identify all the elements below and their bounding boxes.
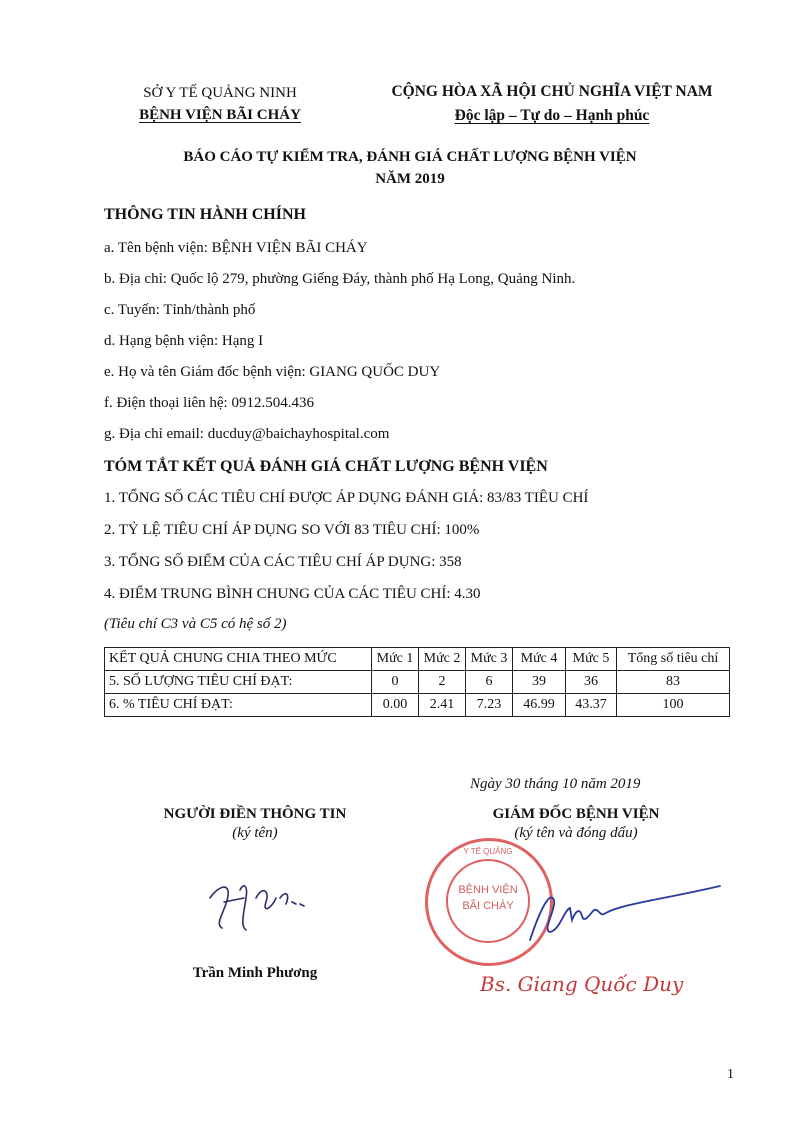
- table-cell: 43.37: [566, 694, 617, 717]
- admin-item-email: g. Địa chỉ email: ducduy@baichayhospital.com: [104, 426, 390, 442]
- table-cell: 36: [566, 671, 617, 694]
- admin-item-rank: d. Hạng bệnh viện: Hạng I: [104, 333, 264, 349]
- page-number: 1: [727, 1067, 734, 1082]
- admin-item-director: e. Họ và tên Giám đốc bệnh viện: GIANG QUỐC DUY: [104, 364, 441, 380]
- summary-heading: TÓM TẮT KẾT QUẢ ĐÁNH GIÁ CHẤT LƯỢNG BỆNH VIỆN: [104, 458, 548, 475]
- preparer-title: NGƯỜI ĐIỀN THÔNG TIN: [163, 806, 347, 822]
- table-cell: 7.23: [466, 694, 513, 717]
- table-header-row: [105, 648, 730, 671]
- seal-line-2: BÃI CHÁY: [462, 900, 514, 912]
- summary-item-total-score: 3. TỔNG SỐ ĐIỂM CỦA CÁC TIÊU CHÍ ÁP DỤNG: 358: [104, 554, 462, 570]
- agency-parent: SỞ Y TẾ QUẢNG NINH: [143, 85, 297, 101]
- director-signature-icon: [520, 880, 760, 950]
- table-row: [105, 694, 730, 717]
- director-name: Bs. Giang Quốc Duy: [480, 972, 684, 996]
- signing-date: Ngày 30 tháng 10 năm 2019: [470, 776, 641, 792]
- summary-item-total-criteria: 1. TỔNG SỐ CÁC TIÊU CHÍ ĐƯỢC ÁP DỤNG ĐÁNH GIÁ: 83/83 TIÊU CHÍ: [104, 490, 589, 506]
- table-cell: 6: [466, 671, 513, 694]
- admin-item-name: a. Tên bệnh viện: BỆNH VIỆN BÃI CHÁY: [104, 240, 368, 256]
- seal-arc-text: Y TẾ QUẢNG: [463, 847, 513, 856]
- summary-note: (Tiêu chí C3 và C5 có hệ số 2): [104, 616, 287, 632]
- summary-item-ratio: 2. TỶ LỆ TIÊU CHÍ ÁP DỤNG SO VỚI 83 TIÊU CHÍ: 100%: [104, 522, 480, 538]
- director-note: (ký tên và đóng dấu): [514, 825, 638, 841]
- issuing-agency-block: [100, 82, 340, 126]
- table-header-cell: Tổng số tiêu chí: [617, 648, 730, 671]
- table-header-cell: Mức 3: [466, 648, 513, 671]
- table-cell: 2: [419, 671, 466, 694]
- table-cell: 83: [617, 671, 730, 694]
- summary-item-average: 4. ĐIỂM TRUNG BÌNH CHUNG CỦA CÁC TIÊU CHÍ: 4.30: [104, 586, 481, 602]
- table-cell: 0: [372, 671, 419, 694]
- agency-name: BỆNH VIỆN BÃI CHÁY: [139, 107, 301, 123]
- table-row-label: 5. SỐ LƯỢNG TIÊU CHÍ ĐẠT:: [105, 671, 372, 694]
- motto: Độc lập – Tự do – Hạnh phúc: [454, 107, 650, 124]
- table-header-cell: KẾT QUẢ CHUNG CHIA THEO MỨC: [105, 648, 372, 671]
- seal-line-1: BỆNH VIỆN: [458, 884, 518, 896]
- national-motto-block: [352, 80, 752, 128]
- table-header-cell: Mức 5: [566, 648, 617, 671]
- director-title: GIÁM ĐỐC BỆNH VIỆN: [492, 806, 660, 822]
- document-title: [60, 146, 760, 190]
- title-line-2: NĂM 2019: [375, 171, 445, 187]
- preparer-note: (ký tên): [232, 825, 278, 841]
- table-row: [105, 671, 730, 694]
- admin-heading: THÔNG TIN HÀNH CHÍNH: [104, 206, 306, 223]
- preparer-signature-block: [130, 806, 380, 842]
- admin-item-phone: f. Điện thoại liên hệ: 0912.504.436: [104, 395, 314, 411]
- table-header-cell: Mức 1: [372, 648, 419, 671]
- admin-item-address: b. Địa chỉ: Quốc lộ 279, phường Giếng Đáy, thành phố Hạ Long, Quảng Ninh.: [104, 271, 576, 287]
- table-cell: 39: [513, 671, 566, 694]
- title-line-1: BÁO CÁO TỰ KIỂM TRA, ĐÁNH GIÁ CHẤT LƯỢNG BỆNH VIỆN: [183, 149, 637, 165]
- table-cell: 0.00: [372, 694, 419, 717]
- country-name: CỘNG HÒA XÃ HỘI CHỦ NGHĨA VIỆT NAM: [391, 83, 713, 100]
- admin-item-level: c. Tuyến: Tỉnh/thành phố: [104, 302, 256, 318]
- preparer-name: Trần Minh Phương: [192, 965, 318, 981]
- table-row-label: 6. % TIÊU CHÍ ĐẠT:: [105, 694, 372, 717]
- table-header-cell: Mức 4: [513, 648, 566, 671]
- table-cell: 100: [617, 694, 730, 717]
- preparer-signature-icon: [200, 868, 320, 938]
- table-header-cell: Mức 2: [419, 648, 466, 671]
- director-signature-block: [446, 806, 706, 842]
- results-table: [104, 647, 730, 717]
- table-cell: 2.41: [419, 694, 466, 717]
- table-cell: 46.99: [513, 694, 566, 717]
